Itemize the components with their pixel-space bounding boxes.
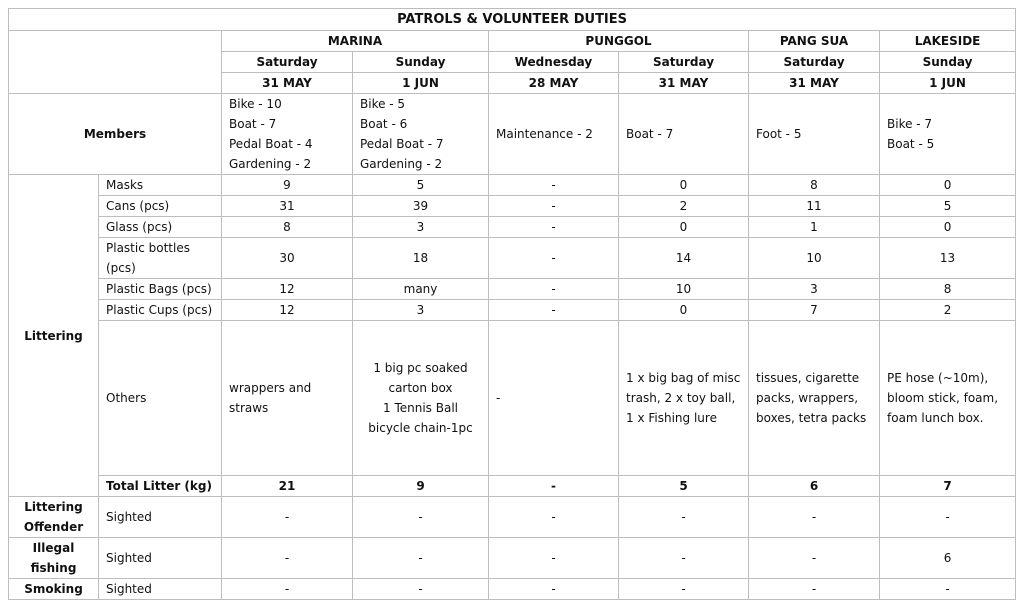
littering-category: Littering <box>9 175 99 497</box>
total-label: Total Litter (kg) <box>99 476 222 497</box>
location-lakeside: LAKESIDE <box>880 31 1016 52</box>
cell: - <box>749 579 880 600</box>
cell: 0 <box>880 217 1016 238</box>
cell: 31 <box>222 196 353 217</box>
row-label: Cans (pcs) <box>99 196 222 217</box>
member-entry: Boat - 7 <box>626 127 674 141</box>
member-entry: Gardening - 2 <box>229 157 312 171</box>
cell: - <box>489 300 619 321</box>
member-entry: Maintenance - 2 <box>496 127 593 141</box>
cell: - <box>749 538 880 579</box>
others-cell: PE hose (~10m), bloom stick, foam, foam lunch box. <box>880 321 1016 476</box>
row-label: Masks <box>99 175 222 196</box>
cell: 12 <box>222 300 353 321</box>
others-line: bicycle chain-1pc <box>368 421 473 435</box>
member-entry: Boat - 6 <box>360 117 408 131</box>
cell: 18 <box>353 238 489 279</box>
member-entry: Gardening - 2 <box>360 157 443 171</box>
members-cell <box>619 94 749 175</box>
cell: 10 <box>619 279 749 300</box>
date-header: 31 MAY <box>749 73 880 94</box>
cell: 0 <box>619 175 749 196</box>
cell: - <box>489 579 619 600</box>
date-header: 1 JUN <box>353 73 489 94</box>
cell: 9 <box>222 175 353 196</box>
row-label: Sighted <box>99 579 222 600</box>
row-label: Sighted <box>99 538 222 579</box>
row-label: Plastic bottles (pcs) <box>99 238 222 279</box>
members-cell <box>489 94 619 175</box>
row-label: Others <box>99 321 222 476</box>
row-label: Plastic Bags (pcs) <box>99 279 222 300</box>
total-cell: 9 <box>353 476 489 497</box>
day-header: Saturday <box>222 52 353 73</box>
member-entry: Bike - 5 <box>360 97 406 111</box>
others-cell <box>353 321 489 476</box>
cell: 0 <box>619 217 749 238</box>
location-pang-sua: PANG SUA <box>749 31 880 52</box>
header-blank <box>9 31 222 94</box>
members-cell <box>222 94 353 175</box>
cell: - <box>353 538 489 579</box>
cell: 14 <box>619 238 749 279</box>
date-header: 1 JUN <box>880 73 1016 94</box>
cell: - <box>222 497 353 538</box>
cell: 3 <box>749 279 880 300</box>
cell: - <box>489 217 619 238</box>
cell: 8 <box>880 279 1016 300</box>
duties-table <box>8 8 1016 600</box>
cell: 6 <box>880 538 1016 579</box>
others-cell: wrappers and straws <box>222 321 353 476</box>
cell: 3 <box>353 217 489 238</box>
cell: - <box>880 579 1016 600</box>
cell: 11 <box>749 196 880 217</box>
others-cell: - <box>489 321 619 476</box>
cell: - <box>880 497 1016 538</box>
offender-category: Illegal fishing <box>9 538 99 579</box>
cell: 2 <box>880 300 1016 321</box>
cell: - <box>489 279 619 300</box>
cell: 5 <box>880 196 1016 217</box>
location-marina: MARINA <box>222 31 489 52</box>
cell: - <box>489 238 619 279</box>
total-cell: 5 <box>619 476 749 497</box>
members-label: Members <box>9 94 222 175</box>
day-header: Wednesday <box>489 52 619 73</box>
cell: - <box>222 538 353 579</box>
cell: 30 <box>222 238 353 279</box>
cell: 0 <box>619 300 749 321</box>
day-header: Saturday <box>749 52 880 73</box>
row-label: Sighted <box>99 497 222 538</box>
members-cell <box>749 94 880 175</box>
member-entry: Pedal Boat - 4 <box>229 137 313 151</box>
cell: - <box>619 579 749 600</box>
cell: - <box>353 497 489 538</box>
cell: 8 <box>222 217 353 238</box>
cell: - <box>489 497 619 538</box>
member-entry: Boat - 7 <box>229 117 277 131</box>
row-label: Glass (pcs) <box>99 217 222 238</box>
member-entry: Boat - 5 <box>887 137 935 151</box>
cell: 13 <box>880 238 1016 279</box>
cell: - <box>619 497 749 538</box>
cell: - <box>222 579 353 600</box>
cell: 5 <box>353 175 489 196</box>
cell: 2 <box>619 196 749 217</box>
cell: 0 <box>880 175 1016 196</box>
member-entry: Foot - 5 <box>756 127 802 141</box>
total-cell: 6 <box>749 476 880 497</box>
cell: many <box>353 279 489 300</box>
members-cell <box>880 94 1016 175</box>
cell: 12 <box>222 279 353 300</box>
cell: - <box>619 538 749 579</box>
day-header: Saturday <box>619 52 749 73</box>
date-header: 31 MAY <box>222 73 353 94</box>
cell: - <box>489 175 619 196</box>
others-cell: 1 x big bag of misc trash, 2 x toy ball, 1 x Fishing lure <box>619 321 749 476</box>
cell: 1 <box>749 217 880 238</box>
members-cell <box>353 94 489 175</box>
cell: 7 <box>749 300 880 321</box>
table-title: PATROLS & VOLUNTEER DUTIES <box>9 9 1016 31</box>
offender-category: Littering Offender <box>9 497 99 538</box>
cell: 10 <box>749 238 880 279</box>
location-punggol: PUNGGOL <box>489 31 749 52</box>
member-entry: Bike - 7 <box>887 117 933 131</box>
total-cell: 21 <box>222 476 353 497</box>
cell: 8 <box>749 175 880 196</box>
others-line: carton box <box>388 381 453 395</box>
row-label: Plastic Cups (pcs) <box>99 300 222 321</box>
cell: - <box>353 579 489 600</box>
cell: - <box>489 196 619 217</box>
cell: - <box>489 538 619 579</box>
others-line: 1 big pc soaked <box>373 361 468 375</box>
member-entry: Pedal Boat - 7 <box>360 137 444 151</box>
day-header: Sunday <box>353 52 489 73</box>
offender-category: Smoking <box>9 579 99 600</box>
total-cell: - <box>489 476 619 497</box>
date-header: 28 MAY <box>489 73 619 94</box>
cell: 3 <box>353 300 489 321</box>
member-entry: Bike - 10 <box>229 97 282 111</box>
date-header: 31 MAY <box>619 73 749 94</box>
day-header: Sunday <box>880 52 1016 73</box>
others-cell: tissues, cigarette packs, wrappers, boxes, tetra packs <box>749 321 880 476</box>
others-line: 1 Tennis Ball <box>383 401 458 415</box>
total-cell: 7 <box>880 476 1016 497</box>
cell: 39 <box>353 196 489 217</box>
cell: - <box>749 497 880 538</box>
